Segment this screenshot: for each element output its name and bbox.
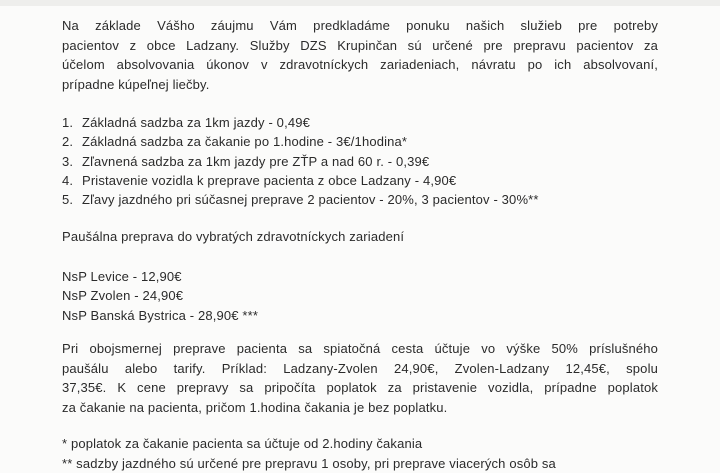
rate-text: Pristavenie vozidla k preprave pacienta z obce Ladzany - 4,90€ xyxy=(82,172,457,188)
rate-item xyxy=(62,152,658,171)
intro-line: prípadne kúpeľnej liečby. xyxy=(62,76,210,92)
rate-number: 5. xyxy=(62,192,74,208)
footnote: * poplatok za čakanie pacienta sa účtuje od 2.hodiny čakania xyxy=(62,436,423,452)
intro-line: účelom absolvovania úkonov v zdravotníckych zariadeniach, návratu po ich absolvovaní, xyxy=(62,57,658,72)
flat-rate-item: NsP Zvolen - 24,90€ xyxy=(62,288,184,304)
rate-item xyxy=(62,190,658,209)
return-trip-paragraph xyxy=(62,339,658,417)
footnotes xyxy=(62,434,658,473)
return-trip-line: 37,35€. K cene prepravy sa pripočíta poplatok za pristavenie vozidla, prípadne poplatok xyxy=(62,380,658,396)
rate-text: Zľavy jazdného pri súčasnej preprave 2 pacientov - 20%, 3 pacientov - 30%** xyxy=(82,192,539,208)
document-content xyxy=(62,16,658,473)
rate-item xyxy=(62,171,658,190)
return-trip-line: Pri obojsmernej preprave pacienta sa spiatočná cesta účtuje vo výške 50% príslušného xyxy=(62,341,658,357)
rate-text: Základná sadzba za čakanie po 1.hodine - 3€/1hodina* xyxy=(82,134,408,150)
return-trip-line: za čakanie na pacienta, pričom 1.hodina čakania je bez poplatku. xyxy=(62,399,448,415)
rate-text: Zľavnená sadzba za 1km jazdy pre ZŤP a nad 60 r. - 0,39€ xyxy=(82,153,430,169)
intro-paragraph xyxy=(62,16,658,94)
intro-line: pacientov z obce Ladzany. Služby DZS Krupinčan sú určené pre prepravu pacientov za xyxy=(62,37,658,53)
rate-item xyxy=(62,113,658,132)
rate-number: 2. xyxy=(62,134,74,150)
flat-rate-heading: Paušálna preprava do vybratých zdravotníckych zariadení xyxy=(62,229,405,245)
rate-number: 1. xyxy=(62,115,74,130)
flat-rates-list xyxy=(62,267,658,326)
page-top-edge xyxy=(0,0,720,6)
return-trip-line: paušálu alebo tarify. Príklad: Ladzany-Zvolen 24,90€, Zvolen-Ladzany 12,45€, spolu xyxy=(62,360,658,376)
rates-list xyxy=(62,113,658,209)
rate-number: 4. xyxy=(62,172,74,188)
flat-rate-item: NsP Banská Bystrica - 28,90€ *** xyxy=(62,307,259,323)
footnote: ** sadzby jazdného sú určené pre prepravu 1 osoby, pri preprave viacerých osôb sa xyxy=(62,455,556,471)
rate-number: 3. xyxy=(62,153,74,169)
rate-item xyxy=(62,132,658,151)
flat-rate-item: NsP Levice - 12,90€ xyxy=(62,268,182,284)
intro-line: Na základe Vášho záujmu Vám predkladáme ponuku našich služieb pre potreby xyxy=(62,18,658,33)
rate-text: Základná sadzba za 1km jazdy - 0,49€ xyxy=(82,115,310,130)
